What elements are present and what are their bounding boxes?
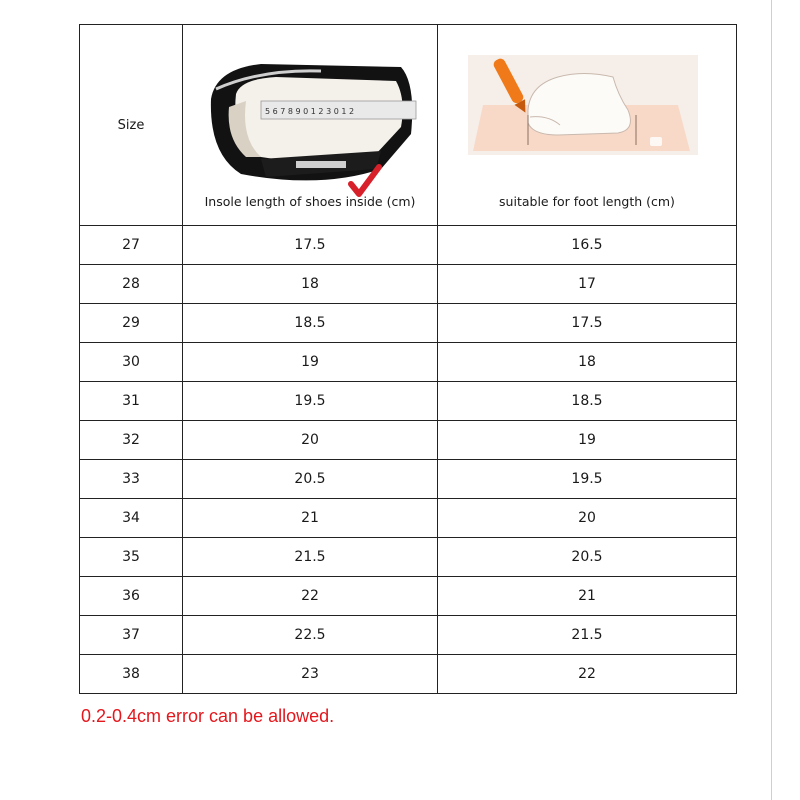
table-row: [80, 382, 737, 421]
foot-cell: 17.5: [438, 304, 737, 343]
ruler-scale-text: 5 6 7 8 9 0 1 2 3 0 1 2: [265, 107, 355, 116]
size-chart-table: [79, 24, 737, 694]
size-cell: 35: [80, 538, 183, 577]
insole-cell: 21: [183, 499, 438, 538]
table-header-row: [80, 25, 737, 226]
size-cell: 28: [80, 265, 183, 304]
tolerance-note: 0.2-0.4cm error can be allowed.: [81, 706, 335, 726]
foot-cell: 18.5: [438, 382, 737, 421]
table-row: [80, 577, 737, 616]
foot-cell: 21: [438, 577, 737, 616]
size-cell: 38: [80, 655, 183, 694]
insole-header: Insole length of shoes inside (cm): [204, 194, 416, 209]
foot-length-measure-image: [468, 55, 698, 165]
foot-header-cell: [438, 25, 737, 226]
insole-cell: 19.5: [183, 382, 438, 421]
size-cell: 29: [80, 304, 183, 343]
size-cell: 33: [80, 460, 183, 499]
size-cell: 32: [80, 421, 183, 460]
table-row: [80, 460, 737, 499]
insole-cell: 19: [183, 343, 438, 382]
insole-cell: 20.5: [183, 460, 438, 499]
size-header: Size: [80, 25, 183, 226]
shoe-insole-measure-image: [201, 39, 421, 199]
insole-cell: 23: [183, 655, 438, 694]
insole-cell: 22.5: [183, 616, 438, 655]
foot-header: suitable for foot length (cm): [499, 194, 675, 209]
size-cell: 30: [80, 343, 183, 382]
foot-cell: 18: [438, 343, 737, 382]
page-edge-line: [771, 0, 772, 800]
table-row: [80, 616, 737, 655]
insole-cell: 17.5: [183, 226, 438, 265]
foot-cell: 22: [438, 655, 737, 694]
table-row: [80, 304, 737, 343]
foot-cell: 19: [438, 421, 737, 460]
table-row: [80, 538, 737, 577]
table-row: [80, 265, 737, 304]
insole-header-cell: [183, 25, 438, 226]
size-cell: 37: [80, 616, 183, 655]
table-row: [80, 499, 737, 538]
foot-cell: 16.5: [438, 226, 737, 265]
insole-cell: 22: [183, 577, 438, 616]
size-cell: 27: [80, 226, 183, 265]
size-cell: 34: [80, 499, 183, 538]
foot-cell: 21.5: [438, 616, 737, 655]
table-row: [80, 226, 737, 265]
insole-cell: 18: [183, 265, 438, 304]
foot-cell: 20.5: [438, 538, 737, 577]
foot-cell: 20: [438, 499, 737, 538]
insole-cell: 18.5: [183, 304, 438, 343]
size-cell: 31: [80, 382, 183, 421]
insole-cell: 21.5: [183, 538, 438, 577]
insole-cell: 20: [183, 421, 438, 460]
table-row: [80, 655, 737, 694]
size-cell: 36: [80, 577, 183, 616]
table-row: [80, 343, 737, 382]
foot-cell: 19.5: [438, 460, 737, 499]
foot-cell: 17: [438, 265, 737, 304]
table-row: [80, 421, 737, 460]
